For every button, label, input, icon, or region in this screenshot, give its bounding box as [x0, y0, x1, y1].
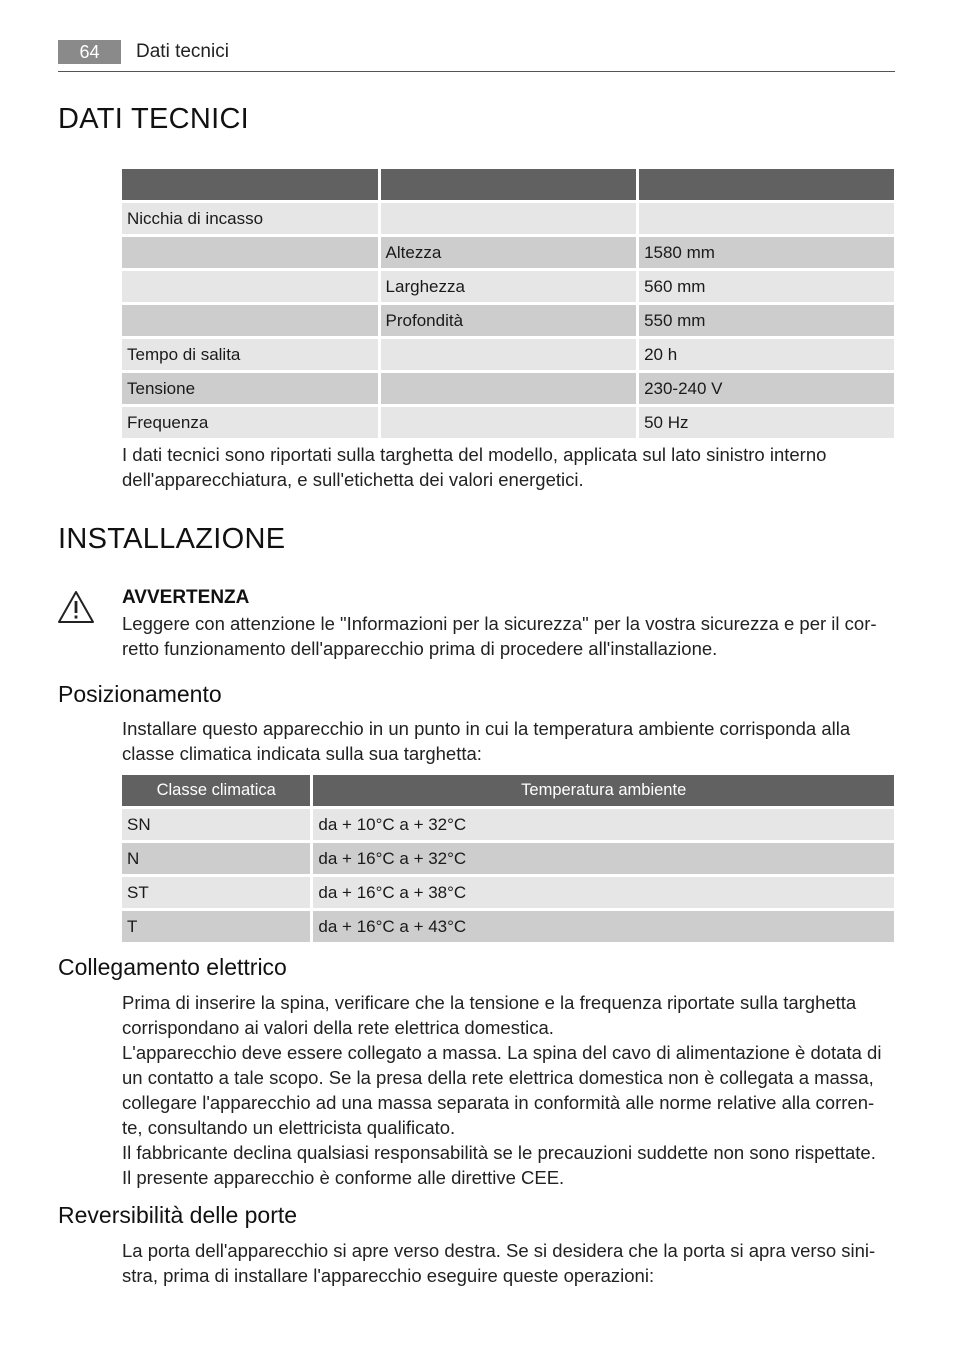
tech-table-row-cell: [381, 203, 637, 234]
tech-table-row-cell: [639, 203, 894, 234]
tech-table-row-cell: 560 mm: [639, 271, 894, 302]
page-header: [58, 40, 895, 72]
climate-table-row-cell: ST: [122, 877, 310, 908]
tech-table-row: [122, 373, 894, 404]
reversibility-text: La porta dell'apparecchio si apre verso destra. Se si desidera che la porta si apra verso sini- stra, prima di installare l'apparecchio eseguire queste operazioni:: [122, 1240, 876, 1286]
tech-table-row-cell: Profondità: [381, 305, 637, 336]
subsection-title-reversibilita: Reversibilità delle porte: [58, 1202, 298, 1228]
tech-table-row-cell: Tensione: [122, 373, 378, 404]
tech-data-note: I dati tecnici sono riportati sulla targhetta del modello, applicata sul lato sinistro interno dell'apparecchiatura, e sull'etichetta dei valori energetici.: [122, 444, 827, 490]
tech-table-header-cell: [122, 169, 378, 200]
running-header-title: Dati tecnici: [136, 41, 229, 62]
tech-table-row-cell: Frequenza: [122, 407, 378, 438]
tech-table-row-cell: 550 mm: [639, 305, 894, 336]
climate-table-row: [122, 911, 894, 942]
tech-table-row: [122, 339, 894, 370]
tech-table-row-cell: Altezza: [381, 237, 637, 268]
tech-table-row-cell: [122, 271, 378, 302]
tech-table-row-cell: 50 Hz: [639, 407, 894, 438]
climate-table-row: [122, 877, 894, 908]
warning-title: AVVERTENZA: [122, 587, 250, 608]
climate-table-row-cell: T: [122, 911, 310, 942]
tech-table-row-cell: Tempo di salita: [122, 339, 378, 370]
climate-table-row-cell: N: [122, 843, 310, 874]
tech-table-row: [122, 305, 894, 336]
tech-table-row: [122, 203, 894, 234]
climate-table-row-cell: da + 16°C a + 38°C: [313, 877, 894, 908]
tech-table-row-cell: [381, 407, 637, 438]
electrical-text: Prima di inserire la spina, verificare che la tensione e la frequenza riportate sulla targhetta corrispondano ai valori della rete elettrica domestica. L'apparecchio deve essere collegato a massa. La spina del cavo di alimentazione è dotata di un contatto a tale scopo. Se la presa della rete elettrica domestica non è collegata a massa, collegare l'apparecchio ad una massa separata in conformità alle norme relative alla corren- te, consultando un elettricista qualificato. Il fabbricante declina qualsiasi responsabilità se le precauzioni suddette non sono rispettate. Il presente apparecchio è conforme alle direttive CEE.: [122, 992, 882, 1188]
climate-table-header-cell: Classe climatica: [122, 775, 310, 806]
tech-table-row-cell: Larghezza: [381, 271, 637, 302]
tech-table-header-cell: [381, 169, 637, 200]
tech-table-row-cell: [381, 373, 637, 404]
subsection-title-collegamento-elettrico: Collegamento elettrico: [58, 954, 287, 980]
tech-table-row: [122, 237, 894, 268]
page-number: 64: [58, 40, 121, 64]
tech-table-row-cell: [122, 237, 378, 268]
section-title-installazione: INSTALLAZIONE: [58, 523, 286, 555]
climate-table-row-cell: da + 16°C a + 32°C: [313, 843, 894, 874]
section-title-dati-tecnici: DATI TECNICI: [58, 103, 250, 135]
tech-table-header-cell: [639, 169, 894, 200]
tech-table-row-cell: [122, 305, 378, 336]
tech-table-row-cell: 1580 mm: [639, 237, 894, 268]
tech-table-row-cell: Nicchia di incasso: [122, 203, 378, 234]
tech-table-row-cell: [381, 339, 637, 370]
climate-table-row-cell: SN: [122, 809, 310, 840]
tech-table-row-cell: 20 h: [639, 339, 894, 370]
climate-table-row: [122, 843, 894, 874]
climate-table-row-cell: da + 16°C a + 43°C: [313, 911, 894, 942]
climate-class-table: [119, 772, 897, 945]
tech-table-row-cell: 230-240 V: [639, 373, 894, 404]
tech-data-table: [119, 166, 897, 441]
climate-table-header-cell: Temperatura ambiente: [313, 775, 894, 806]
climate-table-row-cell: da + 10°C a + 32°C: [313, 809, 894, 840]
warning-text: Leggere con attenzione le "Informazioni per la sicurezza" per la vostra sicurezza e per il cor- retto funzionamento dell'apparecchio prima di procedere all'installazione.: [122, 613, 877, 659]
subsection-title-posizionamento: Posizionamento: [58, 681, 222, 707]
warning-triangle-icon: [57, 590, 95, 624]
tech-table-row: [122, 271, 894, 302]
climate-table-row: [122, 809, 894, 840]
positioning-text: Installare questo apparecchio in un punto in cui la temperatura ambiente corrisponda alla classe climatica indicata sulla sua targhetta:: [122, 718, 851, 764]
tech-table-row: [122, 407, 894, 438]
